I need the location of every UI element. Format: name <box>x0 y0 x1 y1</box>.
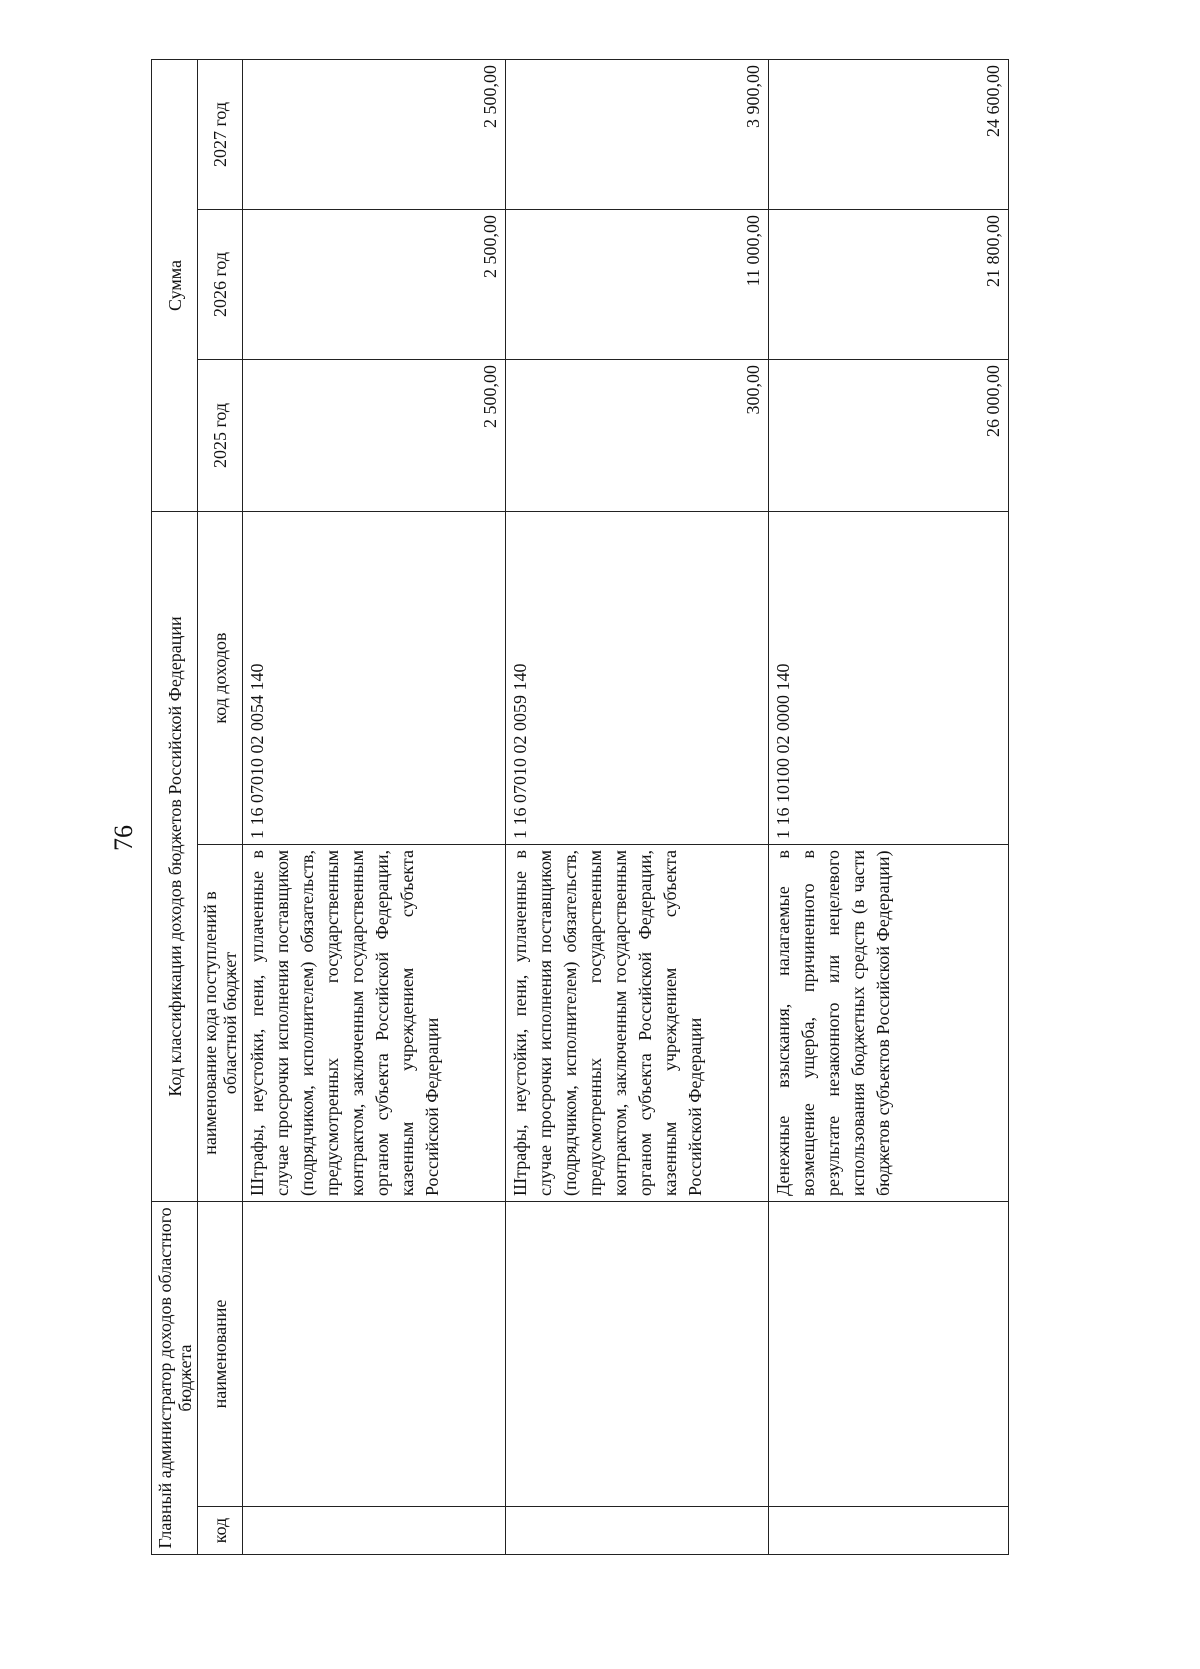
page-number: 76 <box>109 825 138 851</box>
year-2027-header: 2027 год <box>198 60 243 210</box>
row-income-name: Денежные взыскания, налагаемые в возмещение ущерба, причиненного в результате незаконного или нецелевого использования бюджетных средств (в части бюджетов субъектов Российской Федерации) <box>769 845 1009 1202</box>
row-value-2025: 300,00 <box>506 360 769 512</box>
class-name-header: наименование кода поступлений в областной бюджет <box>198 845 243 1202</box>
row-value-2026: 2 500,00 <box>243 210 506 360</box>
table-row <box>769 60 1009 1555</box>
admin-name-header: наименование <box>198 1202 243 1507</box>
row-admin-code <box>243 1507 506 1555</box>
revenue-table <box>151 59 1009 1555</box>
row-value-2027: 3 900,00 <box>506 60 769 210</box>
sum-group-header: Сумма <box>152 60 198 512</box>
row-income-name: Штрафы, неустойки, пени, уплаченные в случае просрочки исполнения поставщиком (подрядчиком, исполнителем) обязательств, предусмотренных государственным контрактом, заключенным государственным органом субъекта Российской Федерации, казенным учреждением субъекта Российской Федерации <box>243 845 506 1202</box>
row-value-2026: 11 000,00 <box>506 210 769 360</box>
row-admin-name <box>769 1202 1009 1507</box>
classification-group-header: Код классификации доходов бюджетов Российской Федерации <box>152 512 198 1202</box>
table-row <box>506 60 769 1555</box>
row-value-2027: 2 500,00 <box>243 60 506 210</box>
admin-code-header: код <box>198 1507 243 1555</box>
table-row <box>243 60 506 1555</box>
row-admin-code <box>506 1507 769 1555</box>
row-income-code: 1 16 07010 02 0054 140 <box>243 512 506 845</box>
row-income-code: 1 16 10100 02 0000 140 <box>769 512 1009 845</box>
row-income-name: Штрафы, неустойки, пени, уплаченные в случае просрочки исполнения поставщиком (подрядчиком, исполнителем) обязательств, предусмотренных государственным контрактом, заключенным государственным органом субъекта Российской Федерации, казенным учреждением субъекта Российской Федерации <box>506 845 769 1202</box>
admin-group-header: Главный администратор доходов областного бюджета <box>152 1202 198 1555</box>
row-admin-name <box>506 1202 769 1507</box>
row-value-2025: 26 000,00 <box>769 360 1009 512</box>
class-code-header: код доходов <box>198 512 243 845</box>
row-value-2025: 2 500,00 <box>243 360 506 512</box>
year-2026-header: 2026 год <box>198 210 243 360</box>
row-value-2026: 21 800,00 <box>769 210 1009 360</box>
row-value-2027: 24 600,00 <box>769 60 1009 210</box>
row-admin-name <box>243 1202 506 1507</box>
row-income-code: 1 16 07010 02 0059 140 <box>506 512 769 845</box>
row-admin-code <box>769 1507 1009 1555</box>
rotated-table-wrapper <box>151 60 1007 1555</box>
year-2025-header: 2025 год <box>198 360 243 512</box>
